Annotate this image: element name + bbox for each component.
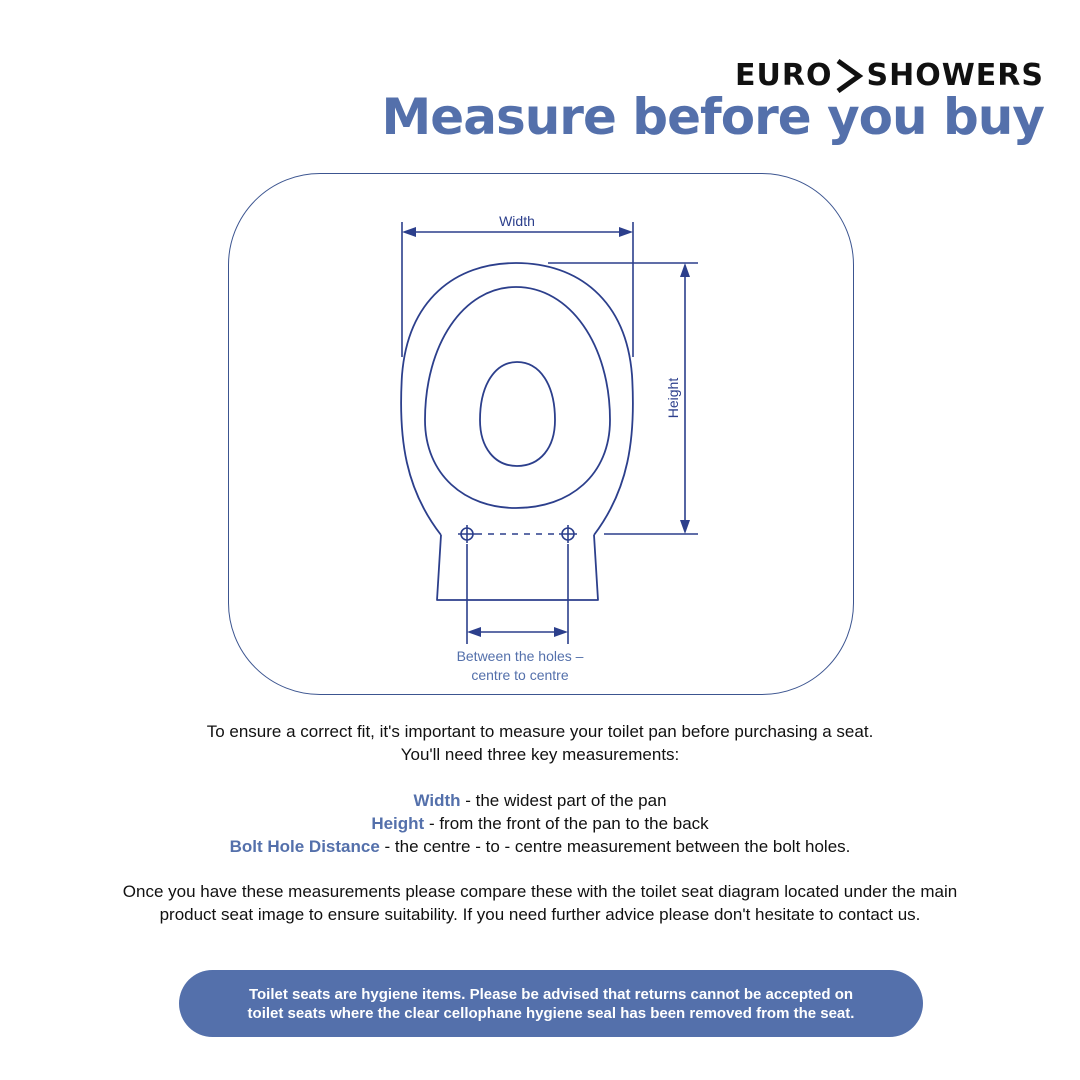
brand-logo-right: SHOWERS — [866, 58, 1044, 93]
brand-logo-left: EURO — [735, 58, 833, 93]
measurement-list — [0, 789, 1080, 858]
holes-label-line2: centre to centre — [471, 667, 569, 683]
width-arrow-left — [402, 227, 416, 237]
intro-text — [0, 720, 1080, 766]
width-label: Width — [499, 213, 535, 229]
pan-base — [437, 535, 598, 600]
pan-outline — [401, 263, 633, 535]
measurement-desc: - from the front of the pan to the back — [424, 814, 709, 833]
width-arrow-right — [619, 227, 633, 237]
holes-arrow-right — [554, 627, 568, 637]
measurement-item — [0, 789, 1080, 812]
hygiene-notice-banner — [179, 970, 923, 1037]
outro-text — [80, 880, 1000, 926]
height-label: Height — [665, 377, 681, 419]
seat-rim — [425, 287, 610, 508]
outro-line-1: Once you have these measurements please compare these with the toilet seat diagram located under the main — [122, 882, 958, 901]
seat-opening — [480, 362, 555, 466]
height-arrow-top — [680, 263, 690, 277]
measurement-desc: - the widest part of the pan — [460, 791, 667, 810]
intro-line-1: To ensure a correct fit, it's important to measure your toilet pan before purchasing a seat. — [206, 722, 874, 741]
measurement-term: Height — [371, 814, 425, 833]
notice-line-2: toilet seats where the clear cellophane hygiene seal has been removed from the seat. — [247, 1004, 855, 1022]
holes-dimension — [467, 544, 568, 644]
height-arrow-bottom — [680, 520, 690, 534]
holes-arrow-left — [467, 627, 481, 637]
measurement-item — [0, 835, 1080, 858]
measurement-item — [0, 812, 1080, 835]
page-title: Measure before you buy — [381, 88, 1044, 146]
holes-label-line1: Between the holes – — [456, 648, 584, 664]
outro-line-2: product seat image to ensure suitability. If you need further advice please don't hesitate to contact us. — [159, 905, 921, 924]
bolt-holes — [458, 525, 577, 543]
width-dimension — [402, 222, 633, 357]
notice-line-1: Toilet seats are hygiene items. Please be advised that returns cannot be accepted on — [248, 985, 854, 1003]
measurement-desc: - the centre - to - centre measurement between the bolt holes. — [379, 837, 851, 856]
measurement-term: Width — [413, 791, 461, 810]
intro-line-2: You'll need three key measurements: — [400, 745, 680, 764]
measurement-term: Bolt Hole Distance — [229, 837, 380, 856]
